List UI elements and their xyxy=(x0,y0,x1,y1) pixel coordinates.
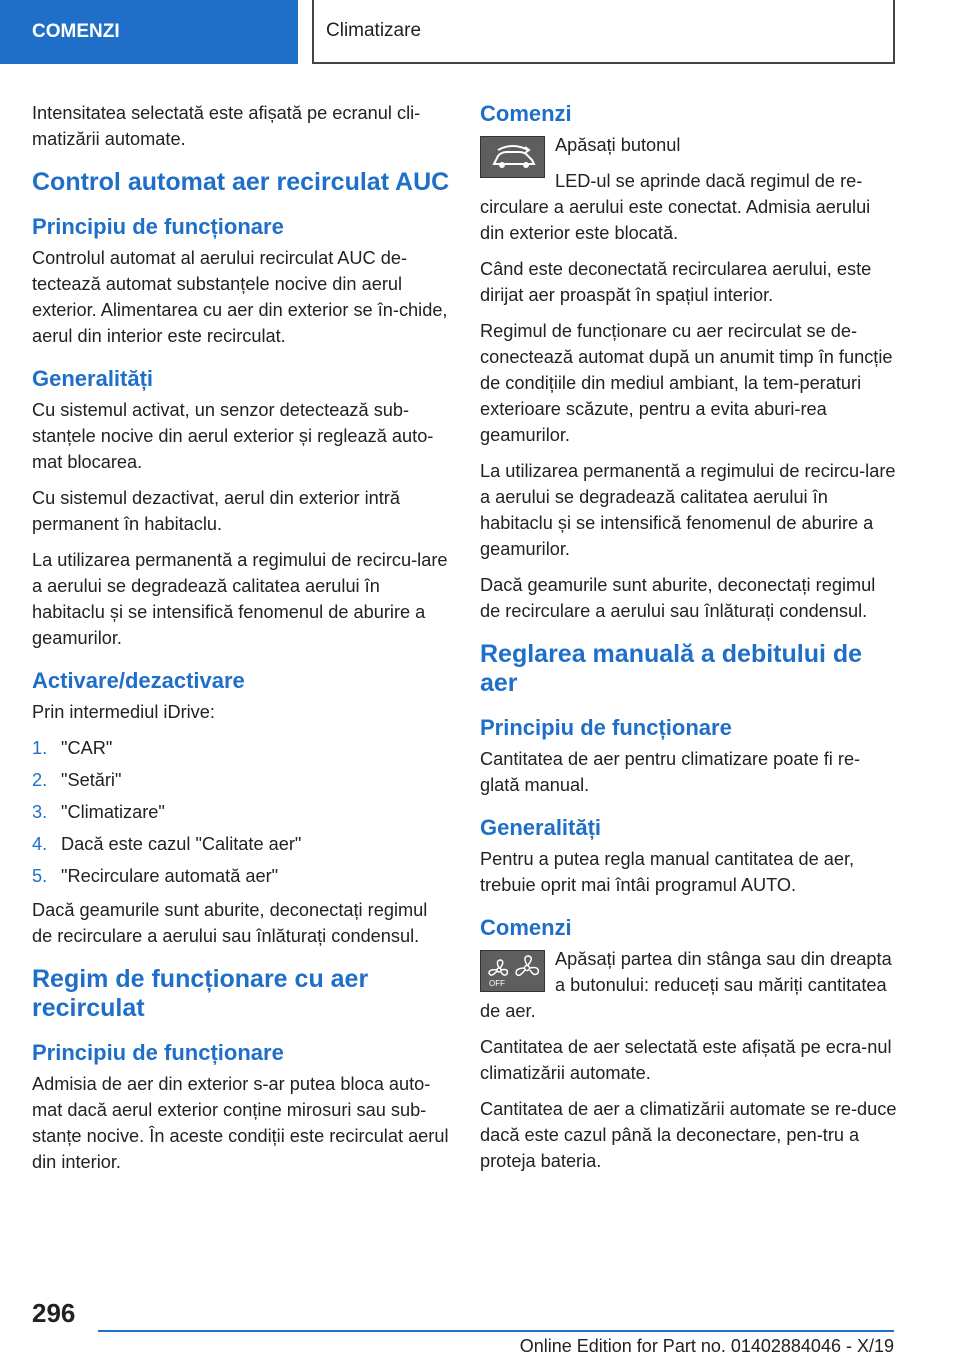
list-item xyxy=(32,831,450,857)
page-number: 296 xyxy=(32,1298,76,1328)
intro-text: Intensitatea selectată este afișată pe ecranul cli-matizării automate. xyxy=(32,103,421,149)
general-heading: Generalități xyxy=(32,366,154,391)
fan-icon xyxy=(480,950,545,992)
car-recirculation-icon xyxy=(480,136,545,178)
display-text: Cantitatea de aer selectată este afișată pe ecra-nul climatizării automate. xyxy=(480,1037,892,1083)
press-button-text: Apăsați butonul xyxy=(555,135,681,155)
step-number: 3. xyxy=(32,802,48,822)
principle-text: Controlul automat al aerului recirculat AUC de-tectează automat substanțele nocive din aerul exterior. Alimentarea cu aer din exterior se în-chide, aerul din interior este recirculat. xyxy=(32,248,448,346)
activation-intro: Prin intermediul iDrive: xyxy=(32,702,215,722)
step-number: 5. xyxy=(32,866,48,886)
chapter-label: Climatizare xyxy=(326,20,422,41)
list-item xyxy=(32,863,450,889)
activation-note: Dacă geamurile sunt aburite, deconectați regimul de recirculare a aerului sau înlăturați condensul. xyxy=(32,900,428,946)
list-item xyxy=(32,799,450,825)
principle-heading: Principiu de funcționare xyxy=(32,214,284,239)
fan-text: Apăsați partea din stânga sau din dreapta a butonului: reduceți sau măriți cantitatea de aer. xyxy=(480,949,892,1021)
chapter-tab xyxy=(312,0,895,64)
general-text-1: Cu sistemul activat, un senzor detectează sub-stanțele nocive din aerul exterior și reglează auto-mat blocarea. xyxy=(32,400,434,472)
manual-principle-heading: Principiu de funcționare xyxy=(480,715,732,740)
section-tab xyxy=(0,0,298,64)
step-text: "Recirculare automată aer" xyxy=(61,866,279,886)
list-item xyxy=(32,767,450,793)
list-item xyxy=(32,735,450,761)
controls-heading: Comenzi xyxy=(480,101,572,126)
step-number: 2. xyxy=(32,770,48,790)
footer-divider xyxy=(98,1330,894,1332)
general-text-3: La utilizarea permanentă a regimului de recircu-lare a aerului se degradează calitatea aerului în habitaclu și se intensifică fenomenul de aburire a geamurilor. xyxy=(32,550,448,648)
manual-general-heading: Generalități xyxy=(480,815,602,840)
step-text: "Setări" xyxy=(61,770,122,790)
edition-text: Online Edition for Part no. 01402884046 - X/19 xyxy=(519,1336,894,1356)
manual-general-text: Pentru a putea regla manual cantitatea de aer, trebuie oprit mai întâi programul AUTO. xyxy=(480,849,855,895)
section-label: COMENZI xyxy=(32,21,120,42)
step-text: "CAR" xyxy=(61,738,113,758)
step-number: 4. xyxy=(32,834,48,854)
activation-heading: Activare/dezactivare xyxy=(32,668,245,693)
manual-principle-text: Cantitatea de aer pentru climatizare poate fi re-glată manual. xyxy=(480,749,861,795)
step-text: "Climatizare" xyxy=(61,802,165,822)
left-column xyxy=(32,100,450,1185)
recirc-principle-heading: Principiu de funcționare xyxy=(32,1040,284,1065)
fan-off-label: OFF xyxy=(488,979,505,988)
permanent-text: La utilizarea permanentă a regimului de recircu-lare a aerului se degradează calitatea aerului în habitaclu și se intensifică fenomenul de aburire a geamurilor. xyxy=(480,461,896,559)
off-text: Când este deconectată recircularea aerului, este dirijat aer proaspăt în spațiul interior. xyxy=(480,259,872,305)
auc-heading: Control automat aer recirculat AUC xyxy=(32,168,450,196)
general-text-2: Cu sistemul dezactivat, aerul din exterior intră permanent în habitaclu. xyxy=(32,488,400,534)
auto-off-text: Regimul de funcționare cu aer recirculat se de-conectează automat după un anumit timp în funcție de condițiile din mediul ambiant, la tem-peraturi exterioare scăzute, pentru a evita aburi-rea geamurilor. xyxy=(480,321,893,445)
recirc-principle-text: Admisia de aer din exterior s-ar putea bloca auto-mat dacă aerul exterior conține mirosuri sau sub-stanțe nocive. În aceste condiții este recirculat aerul din interior. xyxy=(32,1074,449,1172)
step-number: 1. xyxy=(32,738,48,758)
led-text: LED-ul se aprinde dacă regimul de re-circulare a aerului este conectat. Admisia aerului din exterior este blocată. xyxy=(480,171,871,243)
recirc-heading: Regim de funcționare cu aer recirculat xyxy=(32,965,369,1022)
idrive-steps xyxy=(32,735,450,889)
step-text: Dacă este cazul "Calitate aer" xyxy=(61,834,302,854)
manual-heading: Reglarea manuală a debitului de aer xyxy=(480,640,863,697)
fog-text: Dacă geamurile sunt aburite, deconectați regimul de recirculare a aerului sau înlăturați condensul. xyxy=(480,575,876,621)
reduce-text: Cantitatea de aer a climatizării automate se re-duce dacă este cazul până la deconectare, pen-tru a proteja bateria. xyxy=(480,1099,897,1171)
right-column xyxy=(480,100,898,1184)
manual-controls-heading: Comenzi xyxy=(480,915,572,940)
